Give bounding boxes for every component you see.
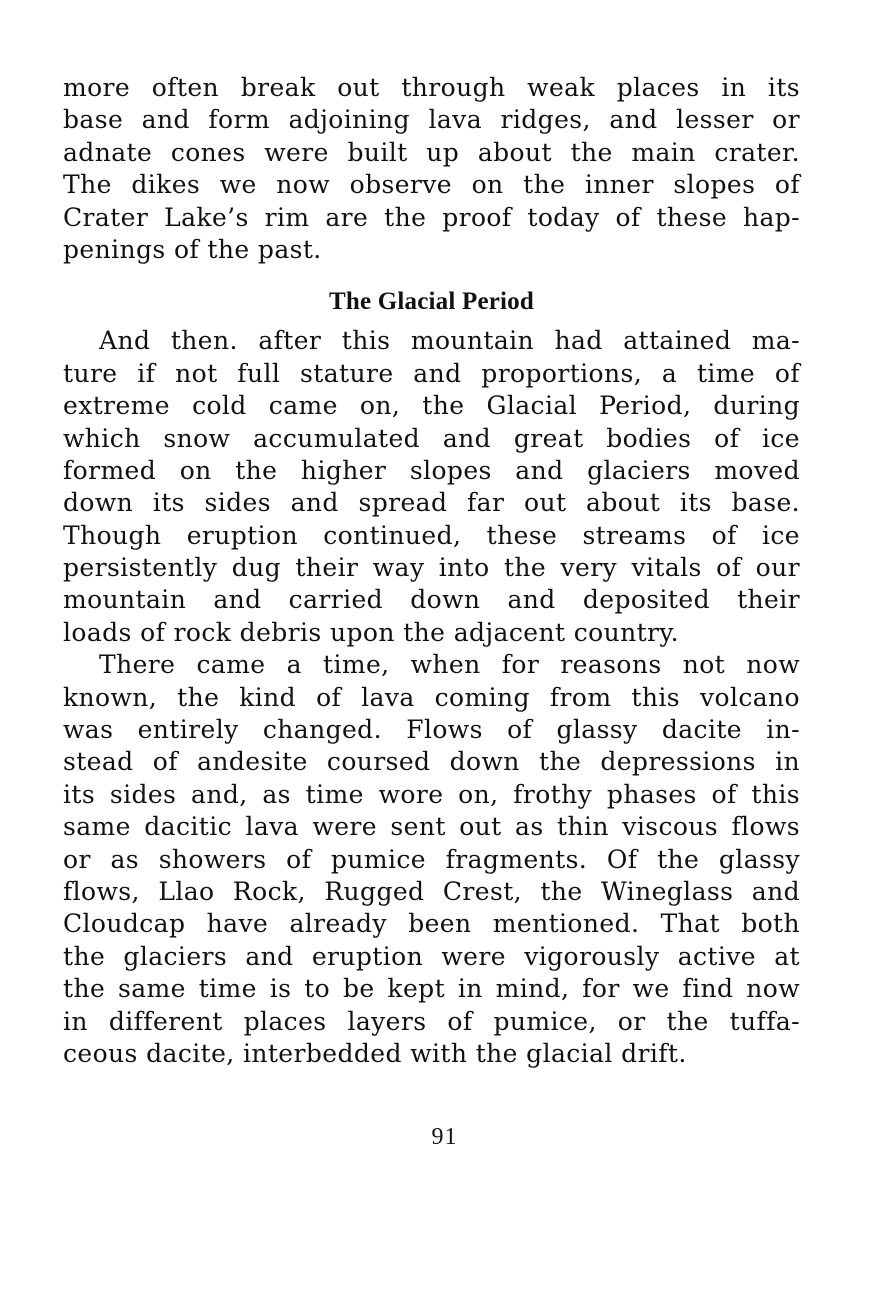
text-line: adnate cones were built up about the main crater.	[63, 137, 800, 167]
text-line: There came a time, when for reasons not now	[99, 650, 800, 680]
paragraph-glacial-period	[63, 325, 800, 649]
text-line: stead of andesite coursed down the depressions in	[63, 747, 800, 777]
text-line: Crater Lake’s rim are the proof today of these hap-	[63, 202, 800, 232]
text-line: was entirely changed. Flows of glassy dacite in-	[63, 715, 800, 745]
text-line: ture if not full stature and proportions, a time of	[63, 358, 800, 388]
page-number: 91	[431, 1124, 458, 1150]
text-line: formed on the higher slopes and glaciers moved	[63, 455, 800, 485]
text-line: base and form adjoining lava ridges, and lesser or	[63, 105, 800, 135]
text-line: mountain and carried down and deposited their	[63, 585, 800, 615]
section-heading: The Glacial Period	[329, 288, 534, 316]
text-line: the glaciers and eruption were vigorously active at	[63, 941, 800, 971]
text-line: penings of the past.	[63, 234, 322, 264]
paragraph-dacite-lava	[63, 649, 800, 1070]
text-line: ceous dacite, interbedded with the glacial drift.	[63, 1038, 687, 1068]
text-line: flows, Llao Rock, Rugged Crest, the Wineglass and	[63, 876, 800, 906]
text-line: down its sides and spread far out about its base.	[63, 488, 800, 518]
text-line: same dacitic lava were sent out as thin viscous flows	[63, 812, 800, 842]
text-line: or as showers of pumice fragments. Of the glassy	[63, 844, 800, 874]
text-line: persistently dug their way into the very vitals of our	[63, 553, 800, 583]
text-line: The dikes we now observe on the inner slopes of	[63, 170, 800, 200]
text-line: which snow accumulated and great bodies of ice	[63, 423, 800, 453]
text-line: And then. after this mountain had attained ma-	[99, 326, 800, 356]
text-line: in different places layers of pumice, or the tuffa-	[63, 1006, 800, 1036]
text-line: Cloudcap have already been mentioned. That both	[63, 909, 800, 939]
text-line: loads of rock debris upon the adjacent country.	[63, 617, 679, 647]
text-line: known, the kind of lava coming from this volcano	[63, 682, 800, 712]
text-line: more often break out through weak places in its	[63, 73, 800, 102]
text-line: extreme cold came on, the Glacial Period, during	[63, 391, 800, 421]
text-line: the same time is to be kept in mind, for we find now	[63, 974, 800, 1004]
page-body	[63, 72, 800, 1070]
intro-paragraph	[63, 72, 800, 266]
text-line: its sides and, as time wore on, frothy phases of this	[63, 779, 800, 809]
text-line: Though eruption continued, these streams of ice	[63, 520, 800, 550]
